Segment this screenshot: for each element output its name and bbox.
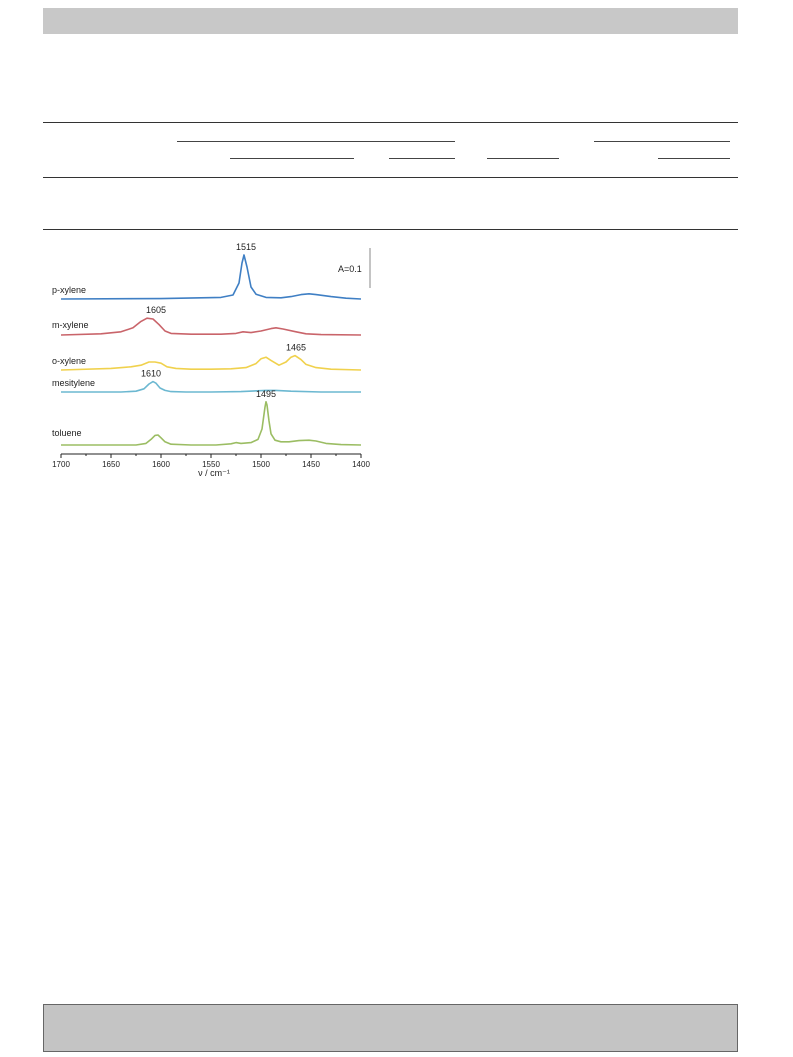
- series-line-o-xylene: [61, 356, 361, 370]
- series-line-toluene: [61, 402, 361, 445]
- ir-spectrum-chart: [40, 240, 380, 482]
- x-tick-label: 1700: [52, 460, 70, 469]
- table-group-rule-2: [594, 141, 730, 142]
- peak-label-1605: 1605: [145, 305, 167, 316]
- series-label-toluene: toluene: [52, 428, 82, 438]
- table-subgroup-rule-4: [658, 158, 730, 159]
- peak-label-1495: 1495: [255, 388, 277, 399]
- table-subgroup-rule-2: [389, 158, 455, 159]
- series-line-p-xylene: [61, 255, 361, 299]
- scale-bar-label: A=0.1: [338, 264, 362, 274]
- table-subgroup-rule-1: [230, 158, 354, 159]
- table-top-rule: [43, 122, 738, 123]
- x-tick-label: 1400: [352, 460, 370, 469]
- peak-label-1515: 1515: [235, 242, 257, 252]
- x-tick-label: 1500: [252, 460, 270, 469]
- x-tick-label: 1550: [202, 460, 220, 469]
- footer-box: [43, 1004, 738, 1052]
- series-label-mesitylene: mesitylene: [52, 378, 96, 388]
- header-bar: [43, 8, 738, 34]
- x-axis-label: ν / cm⁻¹: [198, 468, 230, 478]
- table-group-rule-1: [177, 141, 455, 142]
- x-tick-label: 1600: [152, 460, 170, 469]
- series-label-p-xylene: p-xylene: [52, 285, 87, 295]
- series-layer: [61, 255, 361, 445]
- x-axis: [52, 454, 370, 469]
- peak-label-1610: 1610: [140, 368, 162, 379]
- table-bottom-rule: [43, 229, 738, 230]
- series-line-mesitylene: [61, 382, 361, 392]
- peak-label-1465: 1465: [285, 342, 307, 353]
- series-label-m-xylene: m-xylene: [52, 320, 89, 330]
- series-line-m-xylene: [61, 318, 361, 335]
- table-header-rule: [43, 177, 738, 178]
- x-tick-label: 1450: [302, 460, 320, 469]
- table-subgroup-rule-3: [487, 158, 559, 159]
- series-label-o-xylene: o-xylene: [52, 356, 87, 366]
- x-tick-label: 1650: [102, 460, 120, 469]
